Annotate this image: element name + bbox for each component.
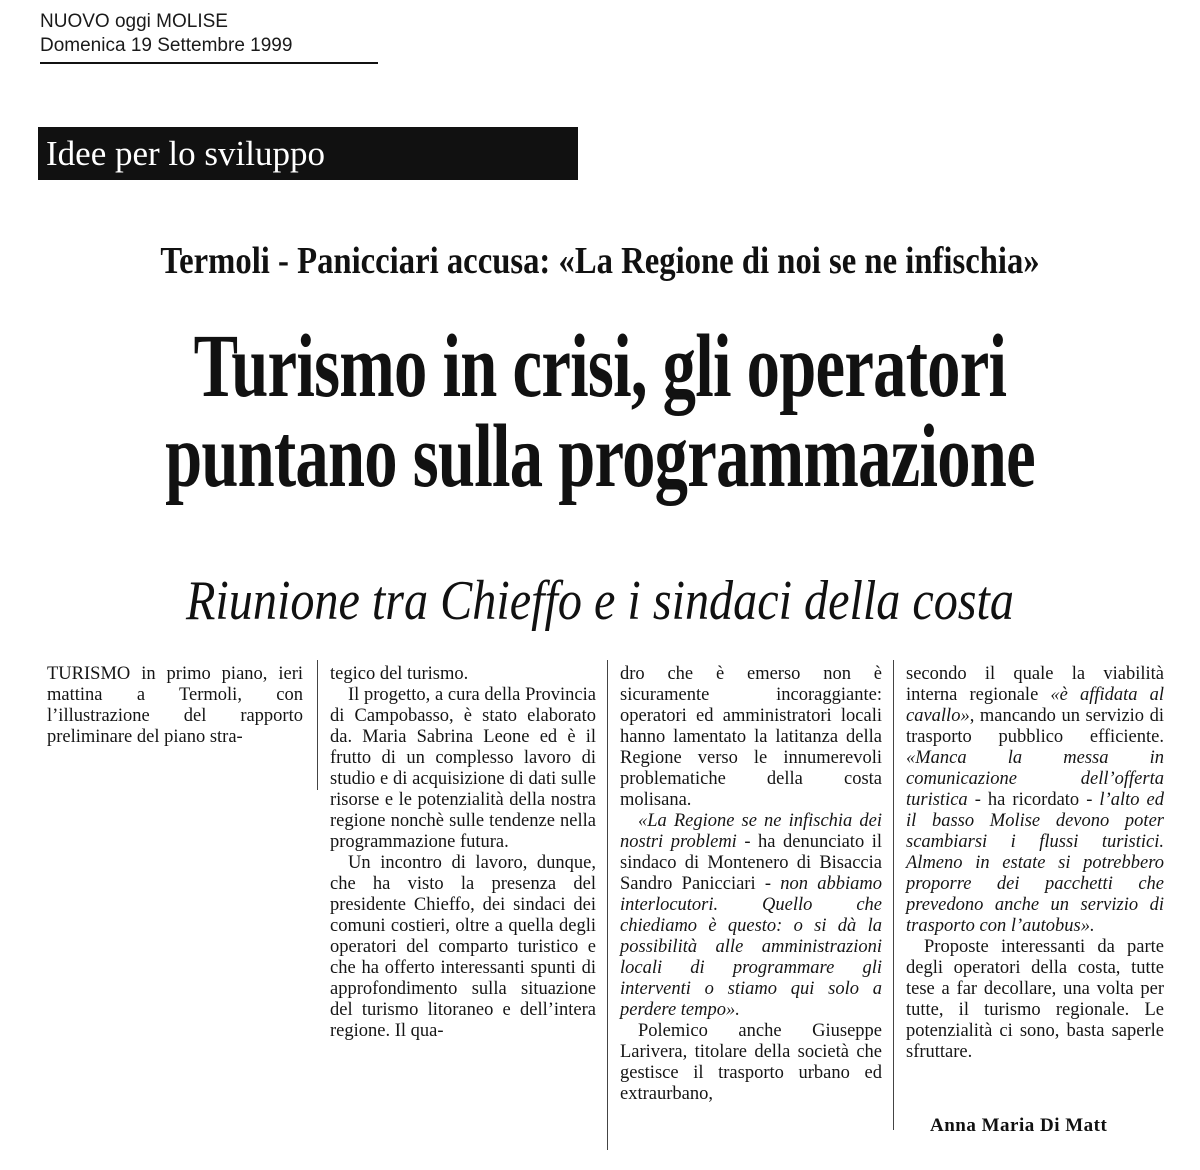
paragraph [906,664,1164,937]
text: - ha denunciato il sindaco di Montenero di Bisaccia Sandro Panicciari - [620,832,882,894]
publication-date: Domenica 19 Settembre 1999 [40,35,293,56]
column-divider [317,660,318,790]
headline-line-1: Turismo in crisi, gli operatori [193,317,1007,416]
section-banner: Idee per lo sviluppo [38,127,578,180]
paragraph: dro che è emerso non è sicuramente incoraggiante: operatori ed amministratori locali hanno lamentato la latitanza della Regione verso le innumerevoli problematiche della costa molisana. [620,664,882,810]
masthead [40,10,380,64]
paragraph: TURISMO in primo piano, ieri mattina a Termoli, con l’illustrazione del rapporto preliminare del piano stra- [47,664,303,747]
article-column-2 [330,664,596,1042]
paragraph: tegico del turismo. [330,664,469,684]
headline-line-2: puntano sulla programmazione [165,407,1035,506]
author-byline: Anna Maria Di Matt [930,1115,1108,1136]
paragraph: Proposte interessanti da parte degli operatori della costa, tutte tese a far decollare, una volta per tutte, il turismo regionale. Le potenzialità ci sono, basta saperle sfruttare. [906,937,1164,1062]
subheadline: Riunione tra Chieffo e i sindaci della costa [186,570,1014,632]
paragraph: Polemico anche Giuseppe Larivera, titolare della società che gestisce il trasporto urbano ed extraurbano, [620,1021,882,1104]
article-column-3 [620,664,882,1105]
article-column-4 [906,664,1164,1063]
text: secondo il quale la viabilità interna regionale [906,664,1164,705]
masthead-underline [40,62,378,64]
article-column-1 [47,664,303,748]
paragraph: Un incontro di lavoro, dunque, che ha visto la presenza del presidente Chieffo, dei sindaci dei comuni costieri, oltre a quella degli operatori del comparto turistico e che ha offerto interessanti spunti di approfondimento sulla situazione del turismo litoraneo e dell’intera regione. Il qua- [330,853,596,1041]
text: , mancando un servizio di trasporto pubblico efficiente. [906,706,1164,747]
kicker-headline: Termoli - Panicciari accusa: «La Regione di noi se ne infischia» [160,240,1040,282]
quote: «Manca la messa in comunicazione dell’offerta turistica [906,748,1164,810]
column-divider [893,660,894,1130]
quote: «è affidata al cavallo» [906,685,1164,726]
text: - ha ricordato - [967,790,1100,810]
quote: «La Regione se ne infischia dei nostri problemi [620,811,882,852]
column-divider [607,660,608,1150]
main-headline [156,317,1044,506]
paragraph: Il progetto, a cura della Provincia di Campobasso, è stato elaborato da. Maria Sabrina Leone ed è il frutto di un complesso lavoro di studio e di acquisizione di dati sulle risorse e le potenzialità della nostra regione nonchè sulle tendenze nella programmazione futura. [330,685,596,852]
quote: non abbiamo interlocutori. Quello che chiediamo è questo: o si dà la possibilità alle amministrazioni locali di programmare gli interventi o stiamo qui solo a perdere tempo». [620,874,882,1020]
paragraph [620,811,882,1021]
quote: l’alto ed il basso Molise devono poter scambiarsi i flussi turistici. Almeno in estate si potrebbero proporre dei pacchetti che prevedono anche un servizio di trasporto con l’autobus». [906,790,1164,936]
newspaper-name: NUOVO oggi MOLISE [40,11,228,32]
